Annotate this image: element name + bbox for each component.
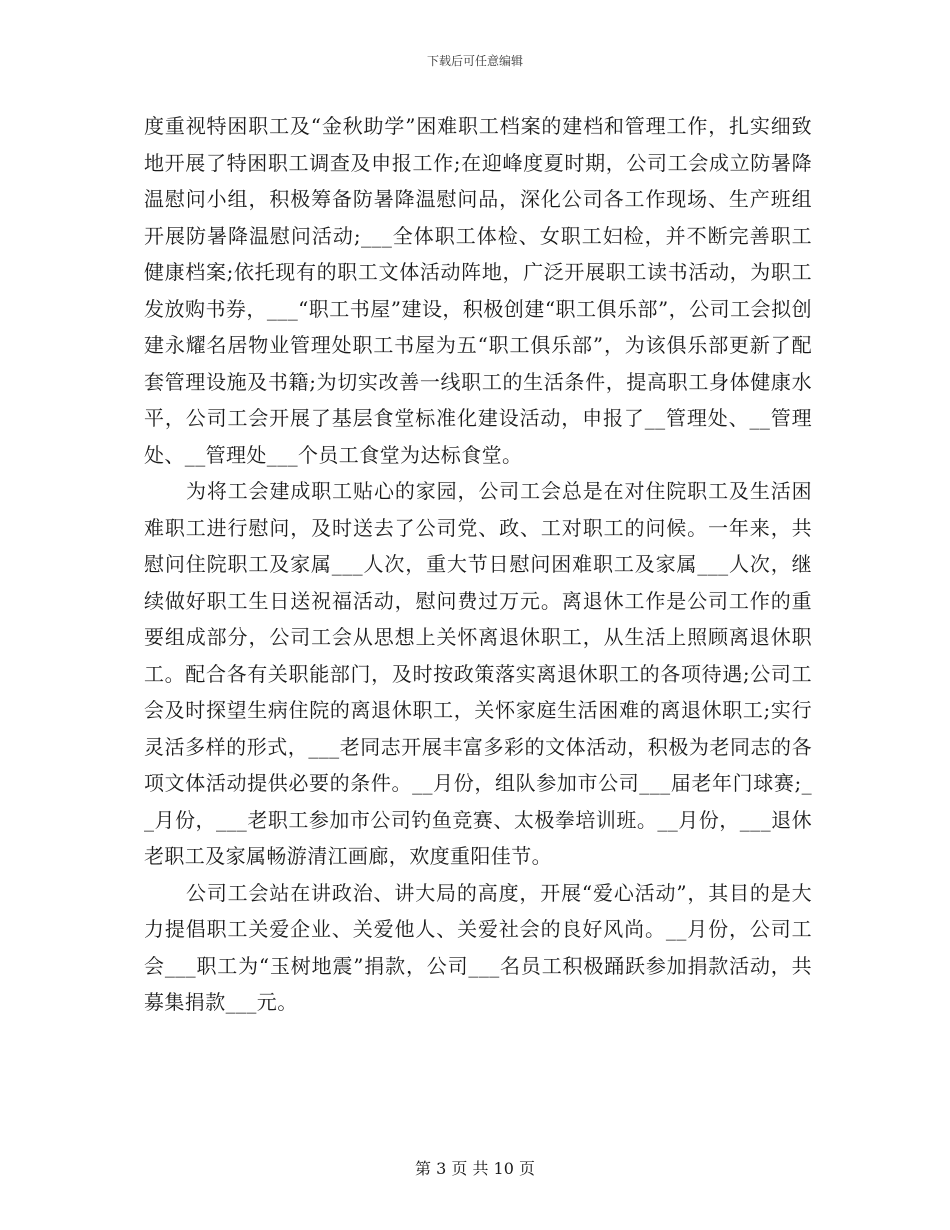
body-text (144, 108, 812, 1021)
paragraph-charity: 公司工会站在讲政治、讲大局的高度，开展“爱心活动”，其目的是大力提倡职工关爱企业、关爱他人、关爱社会的良好风尚。__月份，公司工会___职工为“玉树地震”捐款，公司___名员工积极踊跃参加捐款活动，共募集捐款___元。 (144, 880, 812, 1014)
paragraph-continued: 度重视特困职工及“金秋助学”困难职工档案的建档和管理工作，扎实细致地开展了特困职工调查及申报工作;在迎峰度夏时期，公司工会成立防暑降温慰问小组，积极筹备防暑降温慰问品，深化公司各工作现场、生产班组开展防暑降温慰问活动;___全体职工体检、女职工妇检，并不断完善职工健康档案;依托现有的职工文体活动阵地，广泛开展职工读书活动，为职工发放购书券，___“职工书屋”建设，积极创建“职工俱乐部”，公司工会拟创建永耀名居物业管理处职工书屋为五“职工俱乐部”，为该俱乐部更新了配套管理设施及书籍;为切实改善一线职工的生活条件，提高职工身体健康水平，公司工会开展了基层食堂标准化建设活动，申报了__管理处、__管理处、__管理处___个员工食堂为达标食堂。 (144, 114, 812, 467)
paragraph-care-retirees: 为将工会建成职工贴心的家园，公司工会总是在对住院职工及生活困难职工进行慰问，及时送去了公司党、政、工对职工的问候。一年来，共慰问住院职工及家属___人次，重大节日慰问困难职工及家属___人次，继续做好职工生日送祝福活动，慰问费过万元。离退休工作是公司工作的重要组成部分，公司工会从思想上关怀离退休职工，从生活上照顾离退休职工。配合各有关职能部门，及时按政策落实离退休职工的各项待遇;公司工会及时探望生病住院的离退休职工，关怀家庭生活困难的离退休职工;实行灵活多样的形式，___老同志开展丰富多彩的文体活动，积极为老同志的各项文体活动提供必要的条件。__月份，组队参加市公司___届老年门球赛;__月份，___老职工参加市公司钓鱼竞赛、太极拳培训班。__月份，___退休老职工及家属畅游清江画廊，欢度重阳佳节。 (144, 479, 812, 868)
header-note: 下载后可任意编辑 (426, 54, 523, 68)
page-number: 第 3 页 共 10 页 (415, 1159, 535, 1178)
